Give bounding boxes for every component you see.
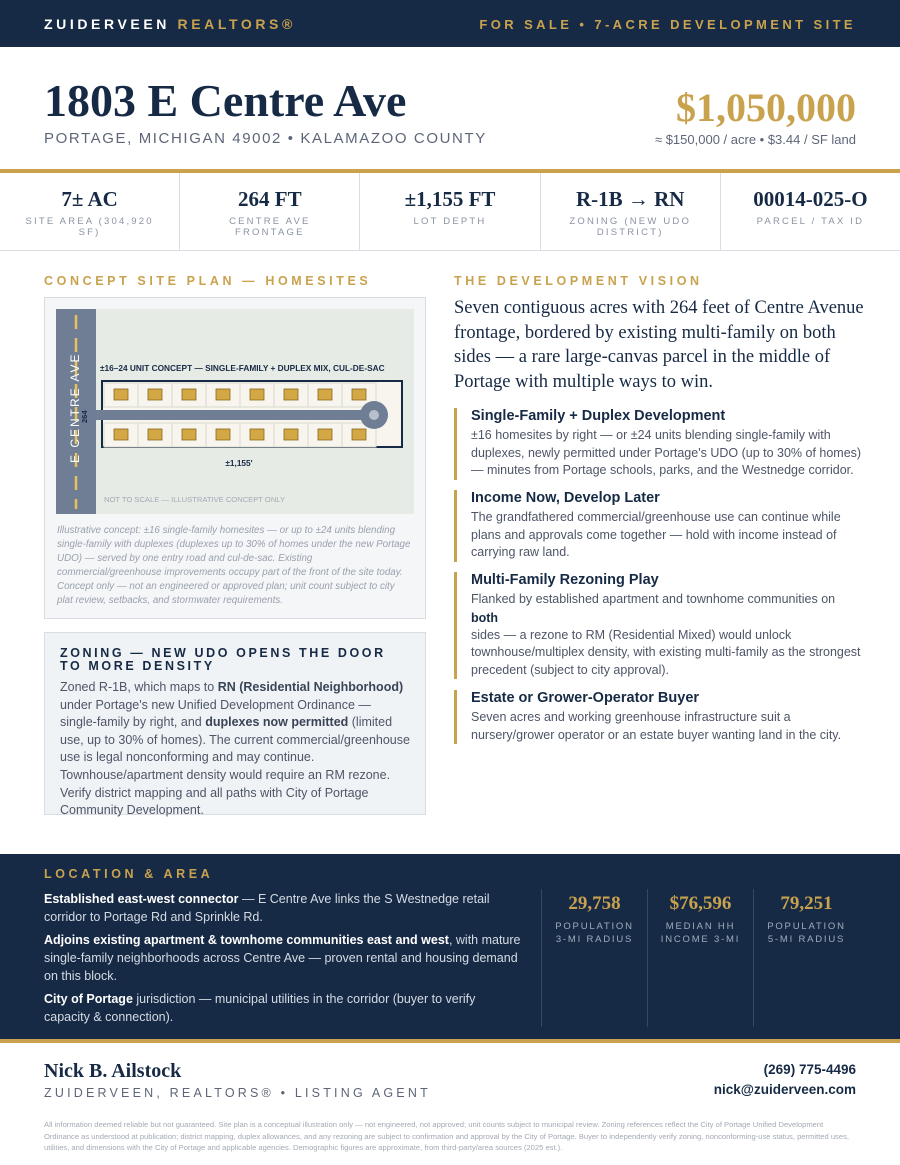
feature-description: ±16 homesites by right — or ±24 units blending single-family with duplexes, newly permitted under Portage's UDO (up to 30% of homes) — minutes from Portage schools, parks, and the Westnedge corridor.: [471, 428, 862, 478]
feature-rezoning: [454, 572, 864, 679]
stat-value: ±1,155 FT: [404, 187, 496, 211]
home-footprint: [250, 429, 264, 440]
frontage-label: 264: [80, 410, 89, 423]
entry-road: [96, 410, 374, 420]
demographic-stats: [541, 889, 859, 1027]
home-footprint: [148, 389, 162, 400]
home-footprint: [352, 389, 366, 400]
brand-logo: [44, 16, 296, 32]
stat-label-line: INCOME 3-MI: [660, 934, 741, 945]
stat-label-line: MEDIAN HH: [665, 921, 736, 932]
stat-value: 29,758: [568, 893, 621, 914]
site-plan-caption: Illustrative concept: ±16 single-family homesites — or up to ±24 units blending single-family with duplexes (duplexes up to 30% of homes under the new Portage UDO) — served by one entry road and cul-de-sac. Existing commercial/greenhouse improvements occupy part of the front of the site today. Concept only — not an engineered or approved plan; unit count subject to city plat review, setbacks, and stormwater requirements.: [57, 525, 411, 606]
stat-label: [648, 920, 753, 946]
vision-heading: THE DEVELOPMENT VISION: [454, 274, 703, 288]
stat-label: ZONING (NEW UDO DISTRICT): [569, 216, 692, 238]
stat-frontage: [180, 173, 360, 250]
location-item: [44, 990, 522, 1026]
vision-lead: Seven contiguous acres with 264 feet of Centre Avenue frontage, bordered by existing multi-family on both sides — a rare large-canvas parcel in the middle of Portage with multiple ways to win.: [454, 298, 864, 392]
property-address: 1803 E Centre Ave: [44, 75, 407, 126]
property-location: PORTAGE, MICHIGAN 49002 • KALAMAZOO COUNTY: [44, 130, 487, 147]
stat-label-line: POPULATION: [767, 921, 846, 932]
cul-de-sac-island: [369, 410, 379, 420]
depth-label: ±1,155': [225, 458, 253, 468]
brand-accent: REALTORS®: [177, 16, 296, 32]
location-list: [44, 890, 522, 1031]
home-footprint: [114, 389, 128, 400]
location-section: [0, 854, 900, 1039]
home-footprint: [284, 389, 298, 400]
site-plan-heading: CONCEPT SITE PLAN — HOMESITES: [44, 274, 372, 288]
location-heading: LOCATION & AREA: [44, 867, 214, 881]
top-bar: [0, 0, 900, 47]
stat-label: PARCEL / TAX ID: [756, 216, 865, 227]
home-footprint: [318, 389, 332, 400]
zoning-text: (limited use, up to 30% of homes). The current commercial/greenhouse use is legal nonconforming and may continue. Townhouse/apartment density would require an RM rezone. Verify district mapping and all paths with City of Portage Community Development.: [60, 715, 410, 818]
feature-description: Seven acres and working greenhouse infrastructure suit a nursery/grower operator or an estate buyer wanting land in the city.: [471, 710, 842, 742]
stat-label: [754, 920, 859, 946]
feature-income-now: [454, 490, 864, 562]
zoning-heading: ZONING — NEW UDO OPENS THE DOOR TO MORE DENSITY: [60, 646, 386, 673]
home-footprint: [216, 429, 230, 440]
price-breakdown: ≈ $150,000 / acre • $3.44 / SF land: [654, 132, 856, 147]
stat-label: [542, 920, 647, 946]
stat-label-line: POPULATION: [555, 921, 634, 932]
home-footprint: [148, 429, 162, 440]
feature-estate-buyer: [454, 690, 864, 744]
home-footprint: [182, 389, 196, 400]
stat-label: SITE AREA (304,920 SF): [25, 216, 154, 238]
feature-title: Estate or Grower-Operator Buyer: [471, 690, 700, 706]
location-item: [44, 890, 522, 926]
agent-name: Nick B. Ailstock: [44, 1060, 182, 1082]
location-item-text: jurisdiction — municipal utilities in the corridor (buyer to verify capacity & connection).: [44, 992, 476, 1024]
stat-label: CENTRE AVE FRONTAGE: [229, 216, 311, 238]
location-item-lead: Established east-west connector: [44, 892, 239, 906]
feature-description: Flanked by established apartment and townhome communities on: [471, 592, 836, 606]
stat-value: 00014-025-O: [753, 187, 868, 211]
key-stats-bar: [0, 173, 900, 251]
stat-parcel-id: [721, 173, 900, 250]
stat-lot-depth: [360, 173, 540, 250]
agent-email-link[interactable]: nick@zuiderveen.com: [713, 1082, 856, 1097]
feature-title: Multi-Family Rezoning Play: [471, 572, 659, 588]
location-item-text: — E Centre Ave links the S Westnedge retail corridor to Portage Rd and Sprinkle Rd.: [44, 892, 490, 924]
concept-label: ±16–24 UNIT CONCEPT — SINGLE-FAMILY + DUPLEX MIX, CUL-DE-SAC: [100, 363, 385, 373]
home-footprint: [318, 429, 332, 440]
agent-phone-link[interactable]: (269) 775-4496: [763, 1062, 856, 1077]
stat-label: LOT DEPTH: [413, 216, 487, 227]
feature-title: Single-Family + Duplex Development: [471, 408, 726, 424]
feature-title: Income Now, Develop Later: [471, 490, 660, 506]
stat-label-line: 3-MI RADIUS: [555, 934, 634, 945]
stat-value: $76,596: [669, 893, 732, 914]
stat-population-5mi: [753, 889, 859, 1027]
home-footprint: [284, 429, 298, 440]
stat-value: 7± AC: [61, 187, 118, 211]
location-item-lead: Adjoins existing apartment & townhome communities east and west: [44, 933, 449, 947]
zoning-bold-rn: RN (Residential Neighborhood): [217, 680, 404, 694]
zoning-text: under Portage's new Unified Development Ordinance — single-family by right, and: [60, 697, 371, 730]
feature-emphasis: both: [471, 610, 499, 625]
home-footprint: [352, 429, 366, 440]
stat-label-line: 5-MI RADIUS: [767, 934, 846, 945]
feature-description: sides — a rezone to RM (Residential Mixed) would unlock townhouse/multiplex density, with existing multi-family as the strongest precedent (subject to city approval).: [471, 627, 861, 677]
asking-price: $1,050,000: [676, 85, 856, 130]
zoning-callout: [44, 632, 426, 818]
street-label: E CENTRE AVE: [68, 352, 82, 463]
feature-single-family: [454, 408, 864, 480]
location-item-text: , with mature single-family neighborhoods across Centre Ave — proven rental and housing demand on this block.: [44, 933, 521, 983]
home-footprint: [182, 429, 196, 440]
stat-value: 79,251: [780, 893, 833, 914]
stat-site-area: [0, 173, 180, 250]
legal-disclaimer: All information deemed reliable but not guaranteed. Site plan is a conceptual illustration only — not engineered, not approved; unit counts subject to municipal review. Zoning references reflect the City of Portage Unified Development Ordinance as understood at publication; district mapping, duplex allowances, and any rezoning are subject to confirmation and approval by the City of Portage. Buyer to independently verify zoning, nonconforming-use status, permitted uses, utilities, and dimensions with the City of Portage and applicable agencies. Demographic figures are approximate, from third-party/area sources (2025 est.).: [44, 1120, 849, 1152]
stat-value: 264 FT: [238, 187, 302, 211]
listing-tagline: FOR SALE • 7-ACRE DEVELOPMENT SITE: [479, 17, 856, 32]
gold-divider: [0, 1039, 900, 1043]
zoning-text: Zoned R-1B, which maps to: [60, 680, 218, 694]
scale-note: NOT TO SCALE — ILLUSTRATIVE CONCEPT ONLY: [104, 495, 286, 504]
agent-role: ZUIDERVEEN, REALTORS® • LISTING AGENT: [44, 1086, 431, 1100]
location-item: [44, 931, 522, 985]
site-plan-diagram: [56, 309, 414, 514]
zoning-bold-duplex: duplexes now permitted: [205, 715, 349, 730]
stat-zoning: [541, 173, 721, 250]
stat-value: R-1B → RN: [575, 187, 685, 211]
home-footprint: [250, 389, 264, 400]
feature-description: The grandfathered commercial/greenhouse use can continue while plans and approvals come together — hold with income instead of carrying raw land.: [471, 510, 841, 560]
home-footprint: [216, 389, 230, 400]
zoning-body: [60, 679, 410, 820]
site-plan-card: [44, 297, 426, 619]
home-footprint: [114, 429, 128, 440]
brand-name: ZUIDERVEEN: [44, 16, 170, 32]
stat-median-income: [647, 889, 753, 1027]
location-item-lead: City of Portage: [44, 992, 133, 1006]
stat-population-3mi: [541, 889, 647, 1027]
